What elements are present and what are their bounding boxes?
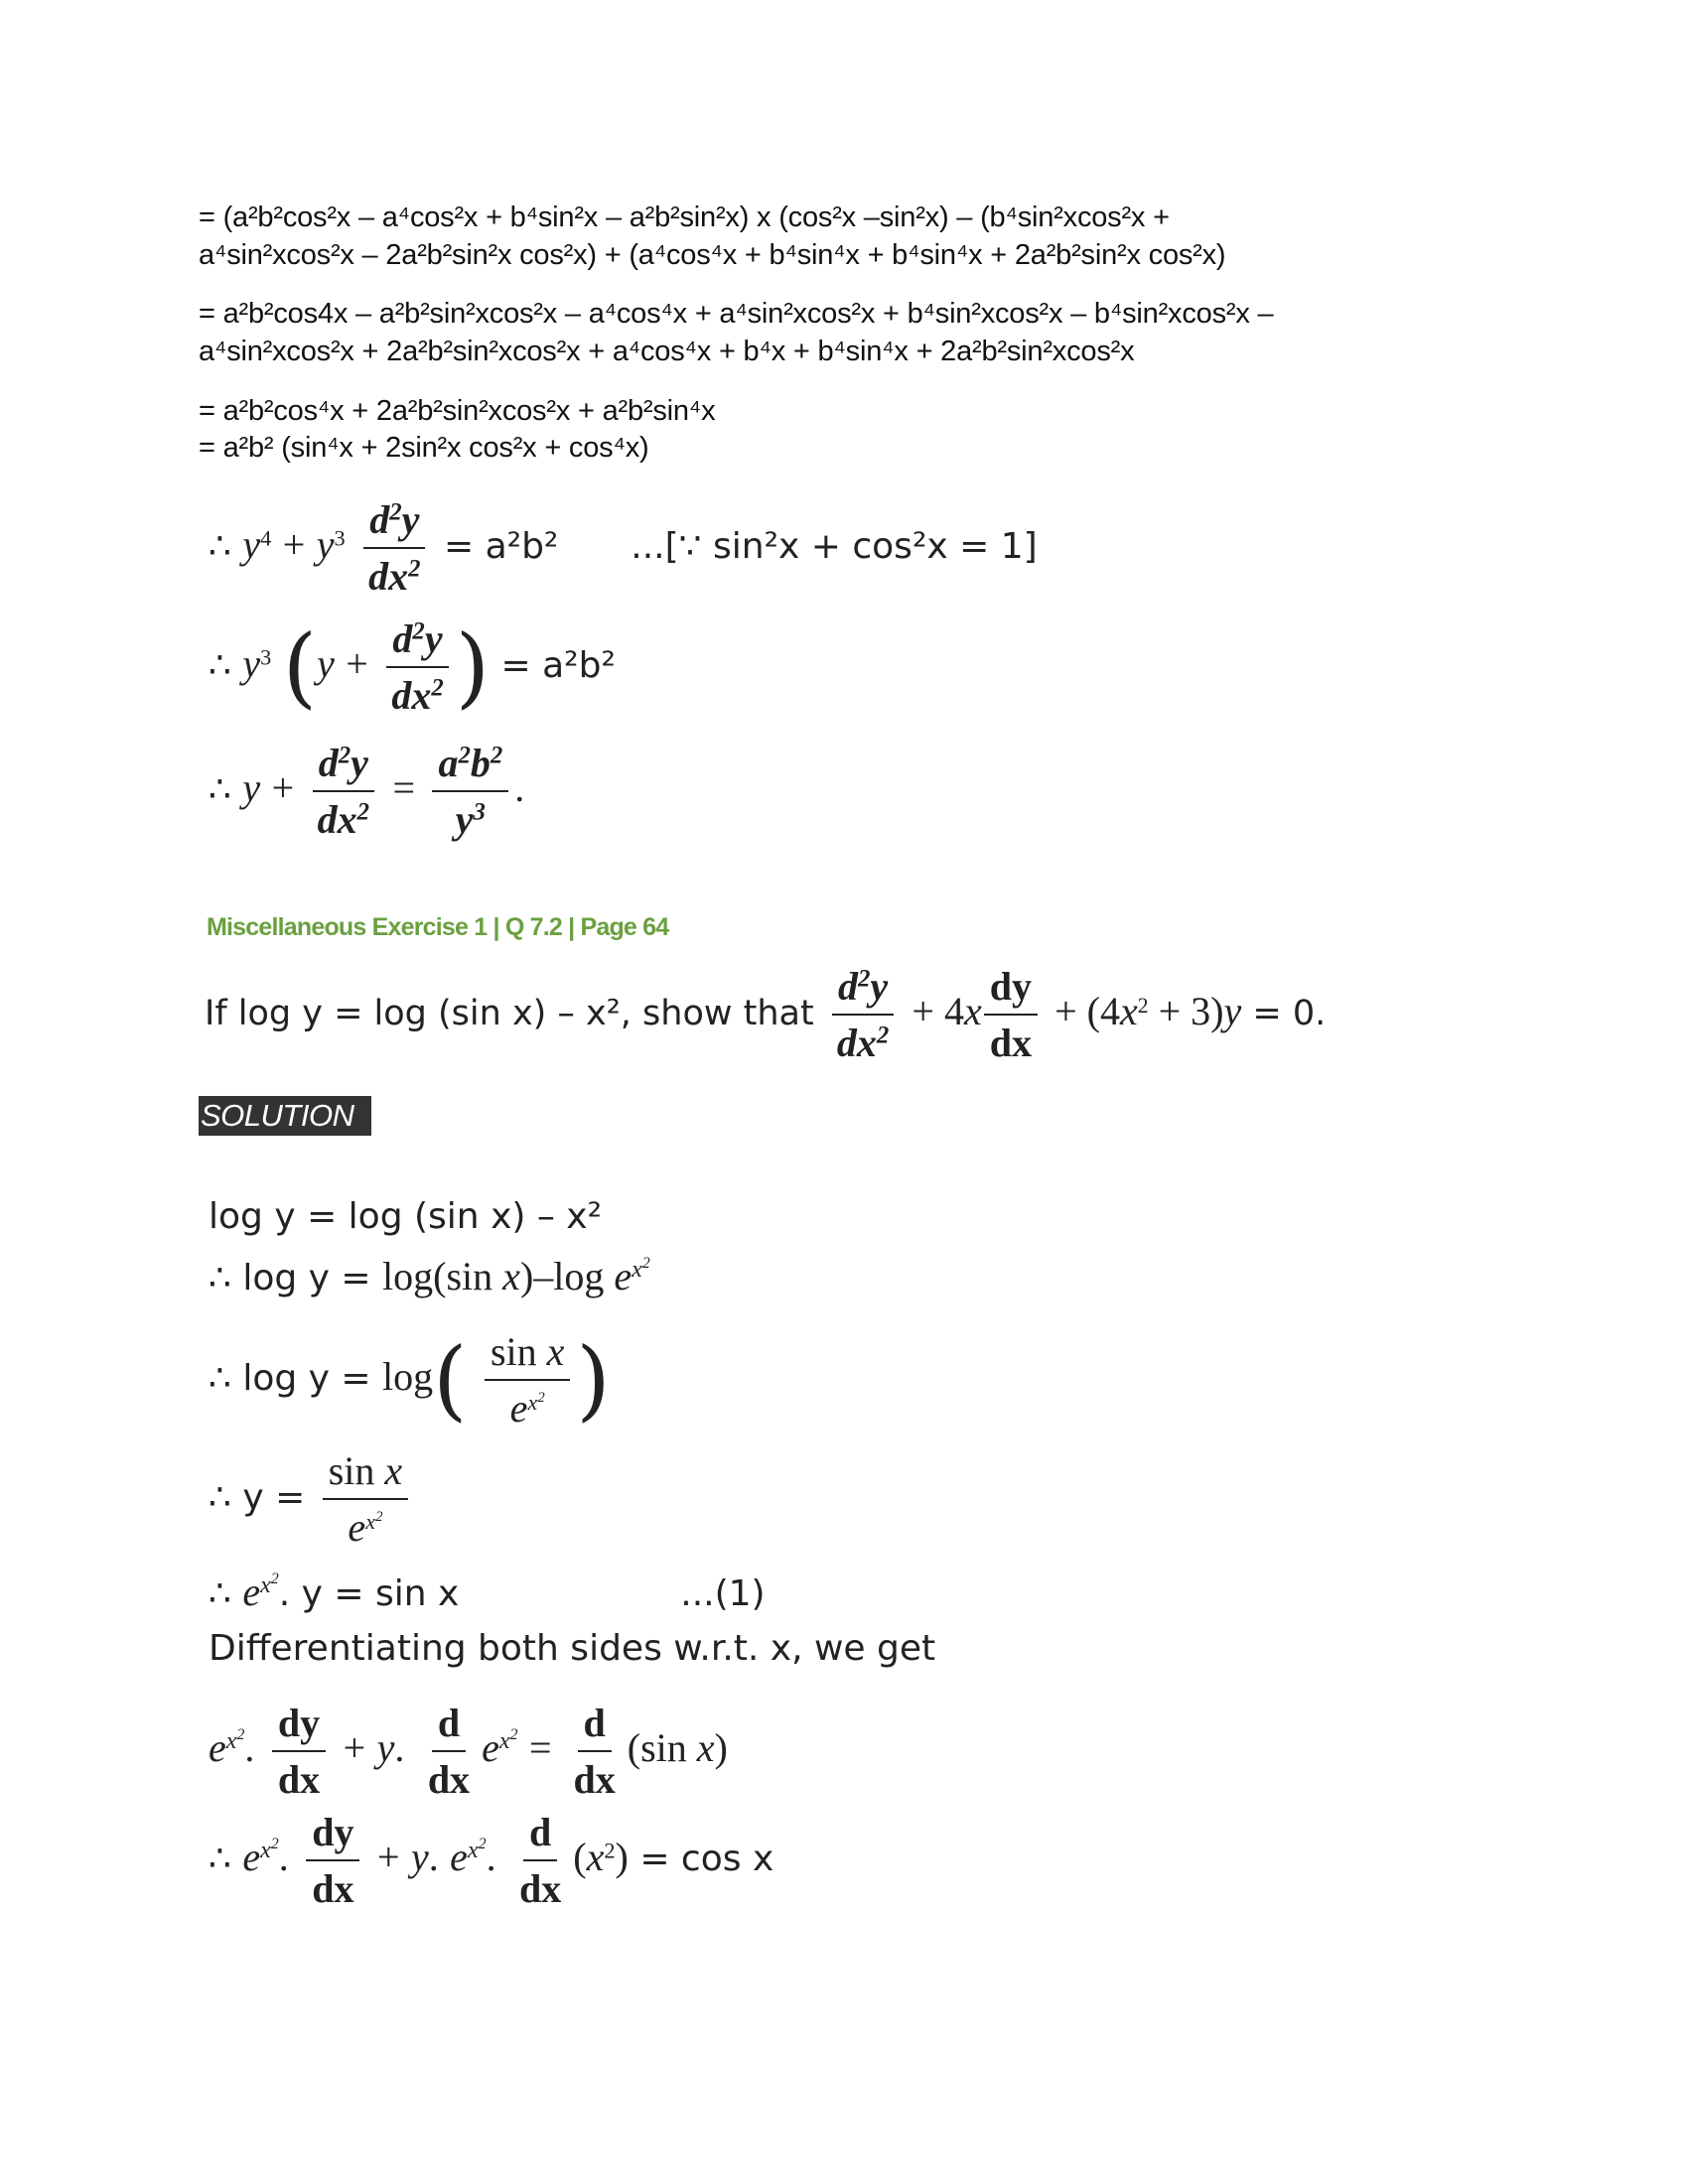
expansion-line-6: = a²b² (sin⁴x + 2sin²x cos²x + cos⁴x) xyxy=(199,432,649,464)
equation-reference: ...(1) xyxy=(680,1573,766,1614)
step-2-prefix: ∴ log y = xyxy=(209,1258,371,1298)
question-text-suffix: = 0. xyxy=(1252,994,1327,1033)
solution-step-2: ∴ log y = log(sin x)–log $e^{x^2}$ xyxy=(209,1254,650,1298)
expansion-line-3: = a²b²cos4x – a²b²sin²xcos²x – a⁴cos⁴x + a⁴sin²xcos²x + b⁴sin²xcos²x – b⁴sin²xcos²x – xyxy=(199,298,1274,330)
step-8-rhs: = cos x xyxy=(639,1839,774,1879)
therefore-symbol: ∴ xyxy=(209,1573,231,1614)
therefore-symbol: ∴ xyxy=(209,645,231,686)
expansion-line-4: a⁴sin²xcos²x + 2a²b²sin²xcos²x + a⁴cos⁴x + b⁴x + b⁴sin⁴x + 2a²b²sin²xcos²x xyxy=(199,336,1135,367)
solution-label: SOLUTION xyxy=(199,1096,371,1136)
expansion-line-5: = a²b²cos⁴x + 2a²b²sin²xcos²x + a²b²sin⁴x xyxy=(199,395,716,427)
step-4-prefix: ∴ y = xyxy=(209,1477,306,1518)
expansion-line-2: a⁴sin²xcos²x – 2a²b²sin²x cos²x) + (a⁴cos⁴x + b⁴sin⁴x + b⁴sin⁴x + 2a²b²sin²x cos²x) xyxy=(199,239,1226,271)
solution-step-7: $e^{x^2}$. $\frac{dy}{dx}$ + y. $\frac{d}{dx}$ $e^{x^2}$ = $\frac{d}{dx}$ (sin x) xyxy=(209,1701,728,1802)
step-3-prefix: ∴ log y = xyxy=(209,1358,371,1399)
question-statement: If log y = log (sin x) – x², show that $\frac{d^2y}{dx^2}$ + 4x $\frac{dy}{dx}$ + $(4x^2 + 3)y = 0$. xyxy=(205,964,1327,1065)
therefore-symbol: ∴ xyxy=(209,526,231,567)
equation-1-rhs: = a²b² xyxy=(443,526,559,567)
identity-note: ...[∵ sin²x + cos²x = 1] xyxy=(631,526,1038,567)
step-5-rhs: . y = sin x xyxy=(278,1573,460,1614)
solution-step-6: Differentiating both sides w.r.t. x, we get xyxy=(209,1628,936,1669)
result-equation-3: ∴ y + $\frac{d^2y}{dx^2}$ = $\frac{a^2b^2}{y^3}$ . xyxy=(209,741,525,842)
solution-step-8: ∴ $e^{x^2}$. $\frac{dy}{dx}$ + y. $e^{x^2}$. $\frac{d}{dx}$ $(x^2) = \cos x$ xyxy=(209,1810,774,1911)
solution-step-4: ∴ y = $\frac{\text{sin x}}{e^{x^2}}$ xyxy=(209,1447,414,1551)
result-equation-2: ∴ $y^3$ (y + $\frac{d^2y}{dx^2}$ ) = a²b² xyxy=(209,615,616,718)
question-heading: Miscellaneous Exercise 1 | Q 7.2 | Page 64 xyxy=(207,913,669,941)
expansion-line-1: = (a²b²cos²x – a⁴cos²x + b⁴sin²x – a²b²sin²x) x (cos²x –sin²x) – (b⁴sin²xcos²x + xyxy=(199,202,1170,233)
question-text-prefix: If log y = log (sin x) – x², show that xyxy=(205,994,814,1033)
equation-2-rhs: = a²b² xyxy=(500,645,616,686)
solution-step-1: log y = log (sin x) – x² xyxy=(209,1196,603,1237)
result-equation-1: ∴ $y^4 + y^3$ $\frac{d^2y}{dx^2}$ = a²b² ...[∵ sin²x + cos²x = 1] xyxy=(209,497,1038,599)
therefore-symbol: ∴ xyxy=(209,1839,231,1879)
solution-step-5: ∴ $e^{x^2}$. y = sin x ...(1) xyxy=(209,1570,766,1614)
therefore-symbol: ∴ xyxy=(209,769,231,810)
solution-step-3: ∴ log y = log( $\frac{\text{sin x}}{e^{x^2}}$ ) xyxy=(209,1328,611,1431)
